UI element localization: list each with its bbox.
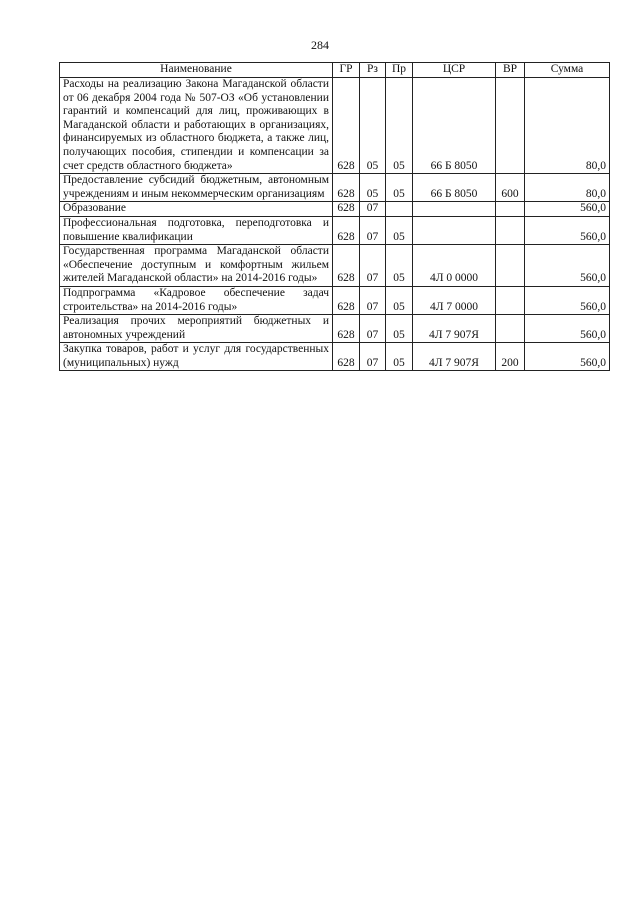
row-vr <box>496 216 525 244</box>
row-name: Предоставление субсидий бюджетным, автономным учреждениям и иным некоммерческим организациям <box>60 174 333 202</box>
table-row <box>60 245 610 287</box>
row-sum: 560,0 <box>525 202 610 217</box>
row-csr: 4Л 7 0000 <box>413 286 496 314</box>
page-number: 284 <box>311 38 329 52</box>
row-vr <box>496 202 525 217</box>
row-pr: 05 <box>386 343 413 371</box>
row-vr <box>496 315 525 343</box>
row-vr <box>496 245 525 287</box>
row-gr: 628 <box>333 202 360 217</box>
row-pr: 05 <box>386 78 413 174</box>
header-vr: ВР <box>496 63 525 78</box>
row-vr: 600 <box>496 174 525 202</box>
row-rz: 05 <box>360 78 386 174</box>
row-sum: 560,0 <box>525 245 610 287</box>
row-gr: 628 <box>333 78 360 174</box>
row-rz: 05 <box>360 174 386 202</box>
row-gr: 628 <box>333 174 360 202</box>
row-csr: 66 Б 8050 <box>413 78 496 174</box>
row-pr: 05 <box>386 216 413 244</box>
header-csr: ЦСР <box>413 63 496 78</box>
table-row <box>60 78 610 174</box>
row-gr: 628 <box>333 343 360 371</box>
row-sum: 560,0 <box>525 216 610 244</box>
table-row <box>60 343 610 371</box>
table-row <box>60 315 610 343</box>
row-csr <box>413 202 496 217</box>
row-name: Подпрограмма «Кадровое обеспечение задач строительства» на 2014-2016 годы» <box>60 286 333 314</box>
table-header-row <box>60 63 610 78</box>
header-rz: Рз <box>360 63 386 78</box>
row-csr: 4Л 7 907Я <box>413 315 496 343</box>
row-rz: 07 <box>360 343 386 371</box>
table-row <box>60 216 610 244</box>
row-csr <box>413 216 496 244</box>
row-name: Профессиональная подготовка, переподготовка и повышение квалификации <box>60 216 333 244</box>
row-sum: 560,0 <box>525 315 610 343</box>
row-sum: 560,0 <box>525 343 610 371</box>
row-gr: 628 <box>333 286 360 314</box>
table-row <box>60 202 610 217</box>
row-sum: 80,0 <box>525 78 610 174</box>
row-pr: 05 <box>386 286 413 314</box>
row-vr <box>496 78 525 174</box>
row-rz: 07 <box>360 286 386 314</box>
row-rz: 07 <box>360 315 386 343</box>
row-gr: 628 <box>333 216 360 244</box>
row-vr: 200 <box>496 343 525 371</box>
row-vr <box>496 286 525 314</box>
row-sum: 80,0 <box>525 174 610 202</box>
row-csr: 66 Б 8050 <box>413 174 496 202</box>
header-name: Наименование <box>60 63 333 78</box>
budget-table <box>59 62 610 371</box>
row-pr <box>386 202 413 217</box>
row-rz: 07 <box>360 245 386 287</box>
row-sum: 560,0 <box>525 286 610 314</box>
row-csr: 4Л 0 0000 <box>413 245 496 287</box>
row-gr: 628 <box>333 315 360 343</box>
row-name: Государственная программа Магаданской области «Обеспечение доступным и комфортным жильем жителей Магаданской области» на 2014-2016 годы» <box>60 245 333 287</box>
row-name: Расходы на реализацию Закона Магаданской области от 06 декабря 2004 года № 507-ОЗ «Об установлении гарантий и компенсаций для лиц, проживающих в Магаданской области и работающих в организациях, финансируемых из областного бюджета, а также лиц, получающих пособия, стипендии и компенсации за счет средств областного бюджета» <box>60 78 333 174</box>
row-pr: 05 <box>386 315 413 343</box>
row-gr: 628 <box>333 245 360 287</box>
header-gr: ГР <box>333 63 360 78</box>
row-name: Образование <box>60 202 333 217</box>
row-csr: 4Л 7 907Я <box>413 343 496 371</box>
header-pr: Пр <box>386 63 413 78</box>
row-rz: 07 <box>360 216 386 244</box>
row-name: Закупка товаров, работ и услуг для государственных (муниципальных) нужд <box>60 343 333 371</box>
table-row <box>60 174 610 202</box>
row-name: Реализация прочих мероприятий бюджетных и автономных учреждений <box>60 315 333 343</box>
row-rz: 07 <box>360 202 386 217</box>
row-pr: 05 <box>386 245 413 287</box>
table-row <box>60 286 610 314</box>
row-pr: 05 <box>386 174 413 202</box>
header-sum: Сумма <box>525 63 610 78</box>
